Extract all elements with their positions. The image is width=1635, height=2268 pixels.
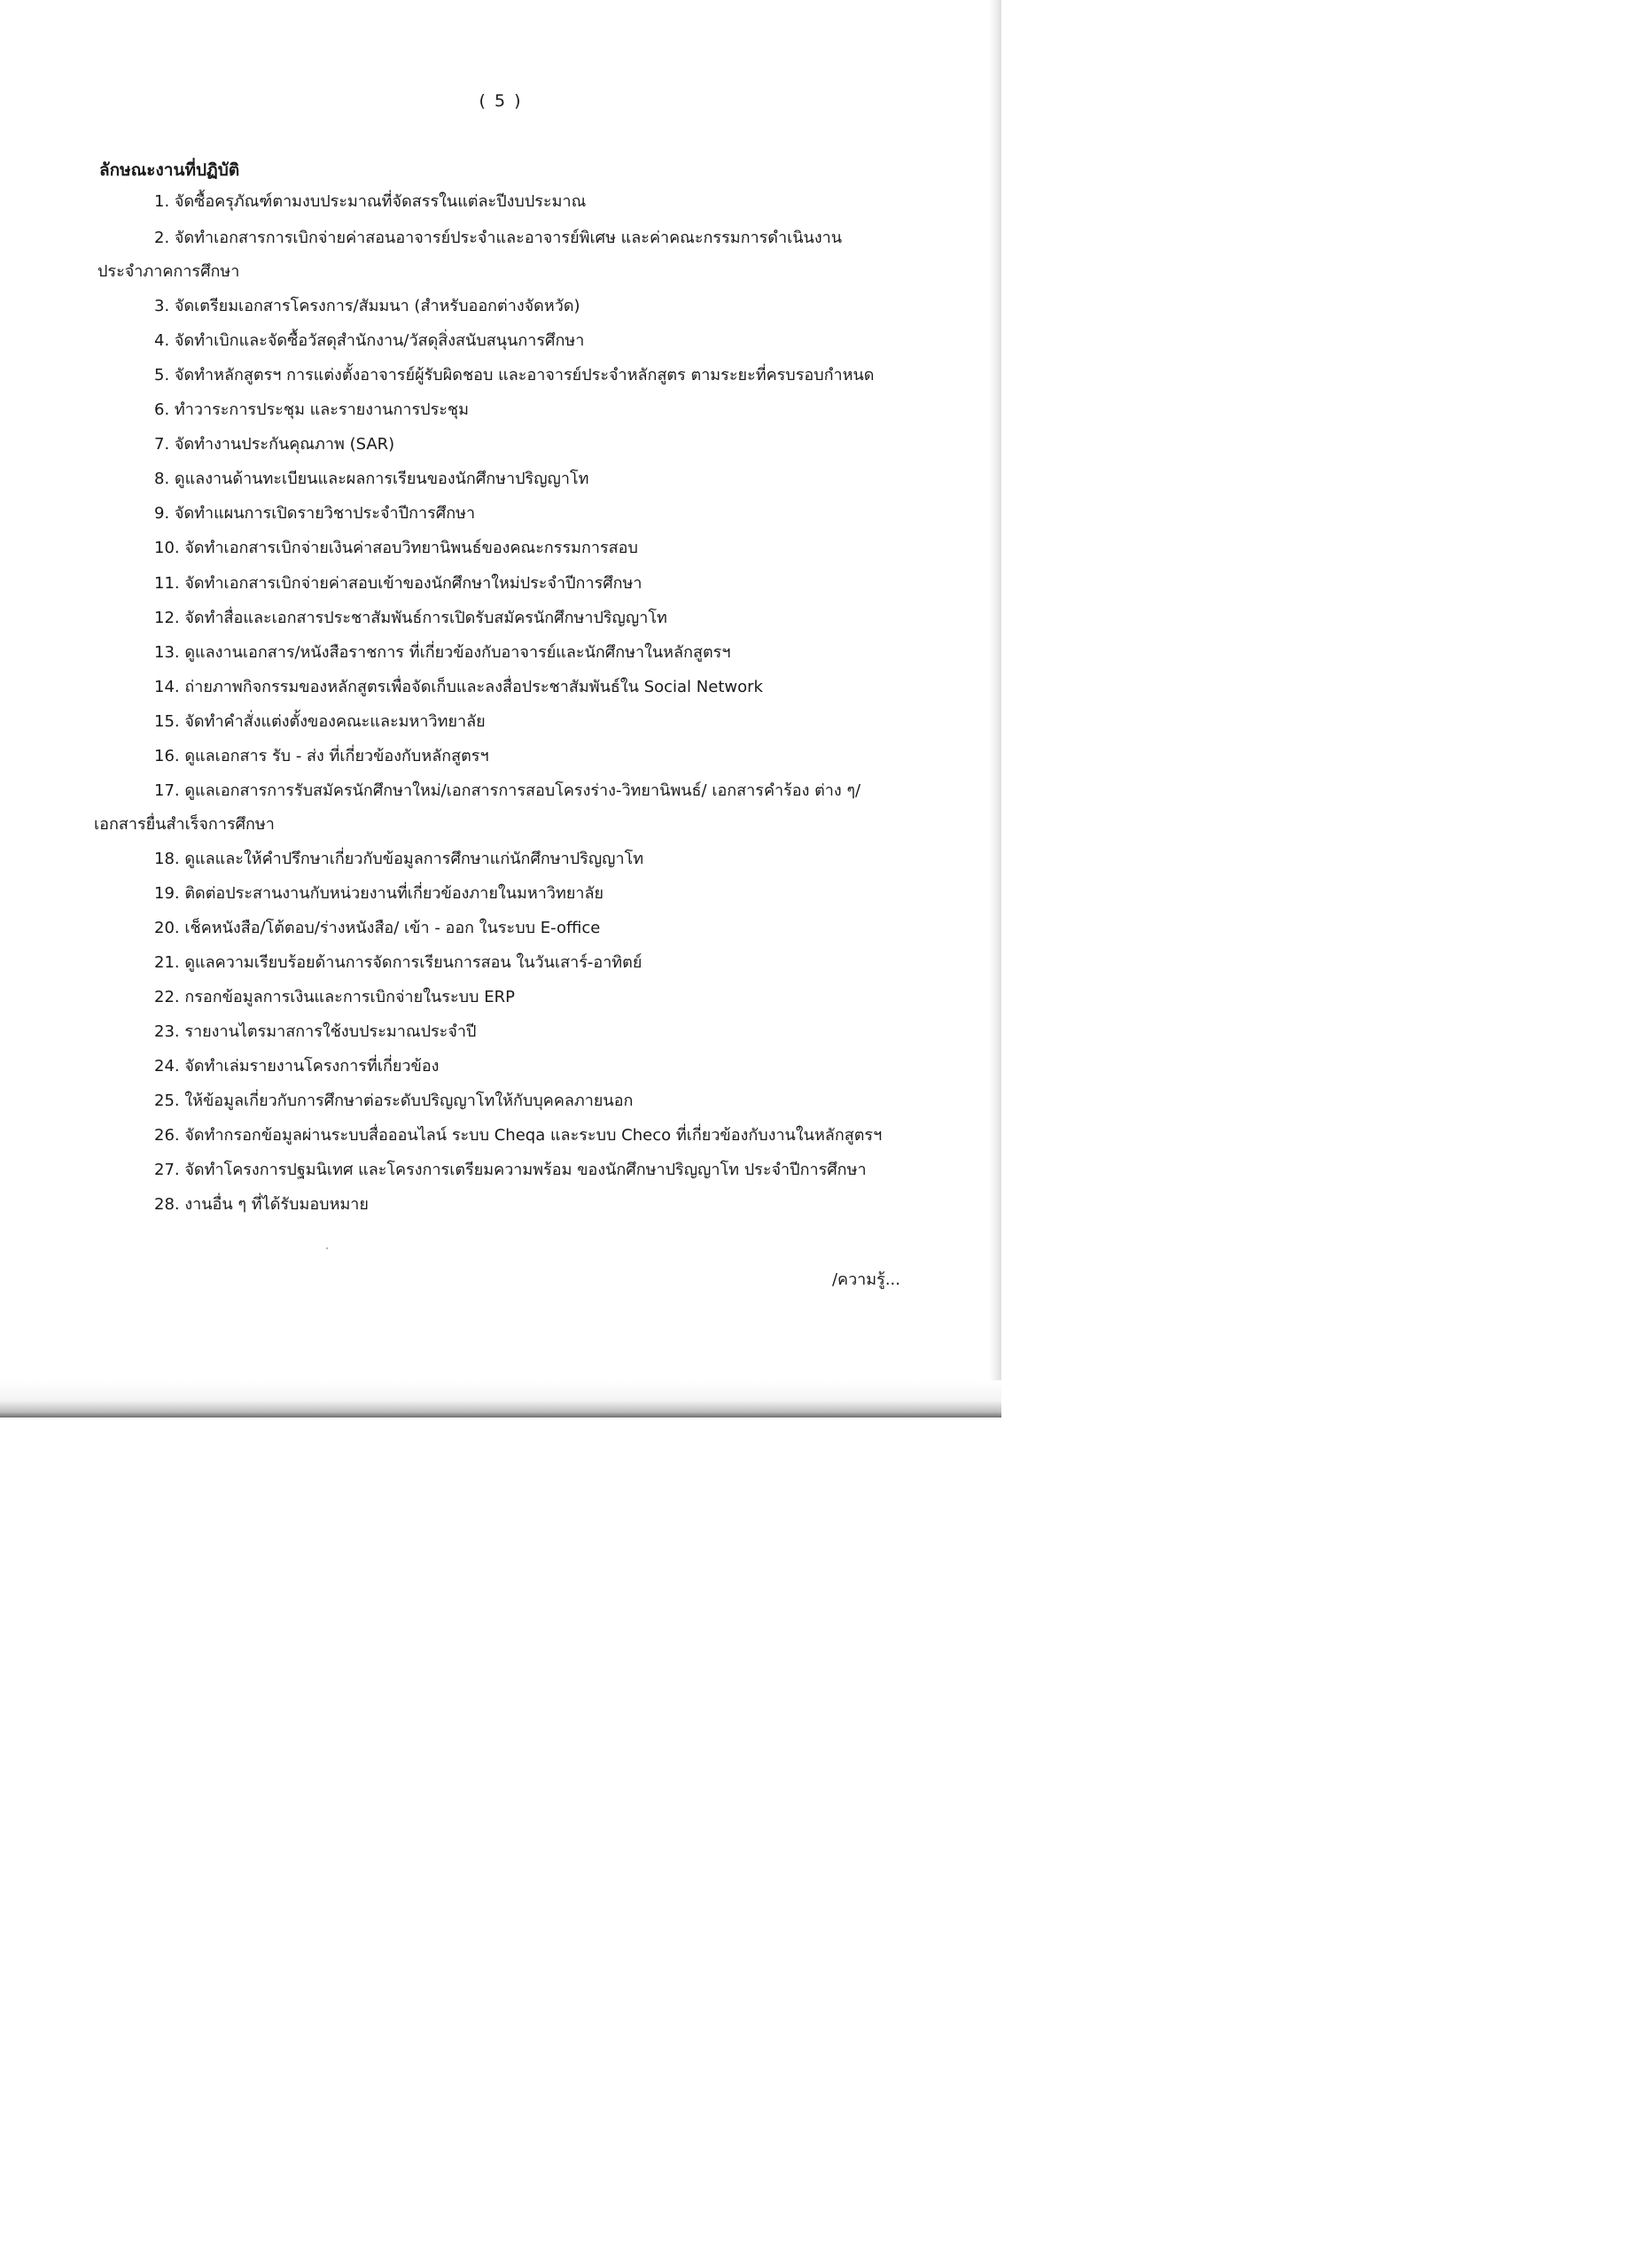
list-item: 8. ดูแลงานด้านทะเบียนและผลการเรียนของนักศึกษาปริญญาโท: [154, 470, 589, 488]
list-item: 19. ติดต่อประสานงานกับหน่วยงานที่เกี่ยวข้องภายในมหาวิทยาลัย: [154, 884, 604, 903]
list-item: 13. ดูแลงานเอกสาร/หนังสือราชการ ที่เกี่ยวข้องกับอาจารย์และนักศึกษาในหลักสูตรฯ: [154, 643, 731, 662]
page-number: ( 5 ): [479, 91, 523, 111]
list-item: 27. จัดทำโครงการปฐมนิเทศ และโครงการเตรียมความพร้อม ของนักศึกษาปริญญาโท ประจำปีการศึกษา: [154, 1161, 867, 1179]
list-item-continuation: ประจำภาคการศึกษา: [97, 262, 240, 281]
section-heading: ลักษณะงานที่ปฏิบัติ: [99, 160, 240, 180]
scan-right-edge: [989, 0, 1001, 1382]
next-page-catchword: /ความรู้...: [831, 1270, 900, 1289]
scan-speck: [326, 1247, 328, 1249]
list-item: 2. จัดทำเอกสารการเบิกจ่ายค่าสอนอาจารย์ประจำและอาจารย์พิเศษ และค่าคณะกรรมการดำเนินงาน: [154, 229, 843, 247]
list-item: 20. เช็คหนังสือ/โต้ตอบ/ร่างหนังสือ/ เข้า - ออก ในระบบ E-office: [154, 919, 601, 937]
list-item: 15. จัดทำคำสั่งแต่งตั้งของคณะและมหาวิทยาลัย: [154, 712, 486, 731]
list-item: 16. ดูแลเอกสาร รับ - ส่ง ที่เกี่ยวข้องกับหลักสูตรฯ: [154, 747, 489, 765]
list-item: 28. งานอื่น ๆ ที่ได้รับมอบหมาย: [154, 1195, 369, 1214]
list-item: 5. จัดทำหลักสูตรฯ การแต่งตั้งอาจารย์ผู้รับผิดชอบ และอาจารย์ประจำหลักสูตร ตามระยะที่ครบรอบกำหนด: [154, 366, 875, 384]
list-item: 1. จัดซื้อครุภัณฑ์ตามงบประมาณที่จัดสรรในแต่ละปีงบประมาณ: [154, 192, 587, 211]
list-item: 26. จัดทำกรอกข้อมูลผ่านระบบสื่อออนไลน์ ระบบ Cheqa และระบบ Checo ที่เกี่ยวข้องกับงานในหลักสูตรฯ: [154, 1126, 883, 1145]
list-item: 7. จัดทำงานประกันคุณภาพ (SAR): [154, 435, 395, 454]
list-item: 3. จัดเตรียมเอกสารโครงการ/สัมมนา (สำหรับออกต่างจัดหวัด): [154, 297, 580, 315]
list-item: 17. ดูแลเอกสารการรับสมัครนักศึกษาใหม่/เอกสารการสอบโครงร่าง-วิทยานิพนธ์/ เอกสารคำร้อง ต่าง ๆ/: [154, 781, 861, 800]
list-item: 10. จัดทำเอกสารเบิกจ่ายเงินค่าสอบวิทยานิพนธ์ของคณะกรรมการสอบ: [154, 539, 638, 557]
list-item: 14. ถ่ายภาพกิจกรรมของหลักสูตรเพื่อจัดเก็บและลงสื่อประชาสัมพันธ์ใน Social Network: [154, 678, 763, 696]
list-item: 23. รายงานไตรมาสการใช้งบประมาณประจำปี: [154, 1022, 477, 1041]
list-item: 12. จัดทำสื่อและเอกสารประชาสัมพันธ์การเปิดรับสมัครนักศึกษาปริญญาโท: [154, 609, 667, 627]
list-item: 24. จัดทำเล่มรายงานโครงการที่เกี่ยวข้อง: [154, 1057, 440, 1076]
list-item-continuation: เอกสารยื่นสำเร็จการศึกษา: [94, 815, 275, 834]
list-item: 22. กรอกข้อมูลการเงินและการเบิกจ่ายในระบบ ERP: [154, 988, 515, 1006]
list-item: 21. ดูแลความเรียบร้อยด้านการจัดการเรียนการสอน ในวันเสาร์-อาทิตย์: [154, 953, 642, 972]
list-item: 25. ให้ข้อมูลเกี่ยวกับการศึกษาต่อระดับปริญญาโทให้กับบุคคลภายนอก: [154, 1091, 634, 1110]
list-item: 9. จัดทำแผนการเปิดรายวิชาประจำปีการศึกษา: [154, 504, 476, 523]
list-item: 18. ดูแลและให้คำปรึกษาเกี่ยวกับข้อมูลการศึกษาแก่นักศึกษาปริญญาโท: [154, 850, 644, 868]
list-item: 6. ทำวาระการประชุม และรายงานการประชุม: [154, 400, 469, 419]
list-item: 11. จัดทำเอกสารเบิกจ่ายค่าสอบเข้าของนักศึกษาใหม่ประจำปีการศึกษา: [154, 574, 642, 593]
scan-bottom-edge: [0, 1380, 1001, 1418]
list-item: 4. จัดทำเบิกและจัดซื้อวัสดุสำนักงาน/วัสดุสิ่งสนับสนุนการศึกษา: [154, 331, 585, 350]
